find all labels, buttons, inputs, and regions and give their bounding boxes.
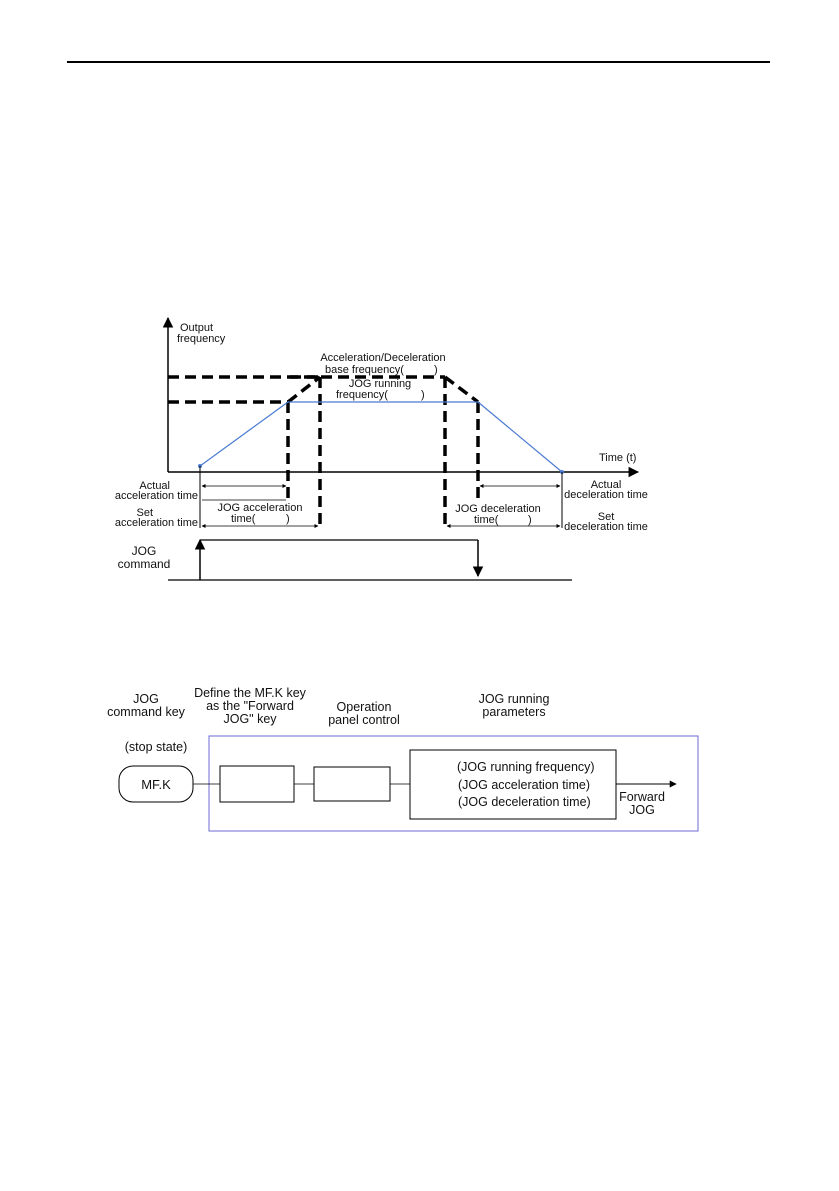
actual-decel-label: Actual xyxy=(590,479,622,491)
jog-decel-label-3: ) xyxy=(528,514,532,526)
param-jog-decel: (JOG deceleration time) xyxy=(458,795,591,809)
actual-decel-label-2: deceleration time xyxy=(564,489,648,501)
timing-diagram xyxy=(115,318,648,580)
panel-control-block xyxy=(314,767,390,801)
jog-decel-label: JOG deceleration xyxy=(455,503,541,515)
base-frequency-label: Acceleration/Deceleration xyxy=(320,352,446,364)
set-accel-label: Set xyxy=(136,507,153,519)
base-frequency-label-3: ) xyxy=(434,364,438,376)
stop-state-label: (stop state) xyxy=(124,740,188,754)
output-label: Forward xyxy=(619,790,665,804)
x-axis-label: Time (t) xyxy=(599,452,637,464)
output-label-2: JOG xyxy=(629,803,655,817)
jog-accel-label-3: ) xyxy=(286,513,290,525)
title-define-key: Define the MF.K key xyxy=(194,686,306,700)
jog-frequency-label-2: frequency( xyxy=(336,389,388,401)
title-jog-command-key-2: command key xyxy=(107,705,185,719)
title-define-key-3: JOG" key xyxy=(223,712,277,726)
decel-ramp-top xyxy=(445,377,478,402)
set-decel-label-2: deceleration time xyxy=(564,521,648,533)
base-frequency-label-2: base frequency( xyxy=(325,364,404,376)
jog-frequency-label-3: ) xyxy=(421,389,425,401)
jog-decel-label-2: time( xyxy=(474,514,499,526)
jog-command-label: JOG xyxy=(131,544,157,558)
actual-frequency-curve xyxy=(200,402,562,472)
title-jog-params: JOG running xyxy=(478,692,550,706)
y-axis-label: Output xyxy=(180,322,214,334)
mfk-key-label: MF.K xyxy=(141,777,171,792)
actual-accel-label: Actual xyxy=(139,480,170,492)
jog-accel-label: JOG acceleration xyxy=(217,502,303,514)
jog-frequency-label: JOG running xyxy=(348,378,412,390)
title-jog-params-2: parameters xyxy=(482,705,546,719)
dashed-profile xyxy=(168,377,478,528)
jog-accel-label-2: time( xyxy=(231,513,256,525)
title-jog-command-key: JOG xyxy=(133,692,159,706)
title-panel-control: Operation xyxy=(336,700,392,714)
y-axis-label-2: frequency xyxy=(177,333,226,345)
define-key-block xyxy=(220,766,294,802)
set-accel-label-2: acceleration time xyxy=(114,517,198,529)
title-define-key-2: as the "Forward xyxy=(206,699,294,713)
param-jog-frequency: (JOG running frequency) xyxy=(457,760,595,774)
jog-command-label-2: command xyxy=(117,557,171,571)
set-decel-label: Set xyxy=(597,511,615,523)
accel-ramp-top xyxy=(288,377,320,402)
param-jog-accel: (JOG acceleration time) xyxy=(458,778,590,792)
block-diagram xyxy=(107,686,698,831)
actual-accel-label-2: acceleration time xyxy=(114,490,198,502)
title-panel-control-2: panel control xyxy=(328,713,400,727)
